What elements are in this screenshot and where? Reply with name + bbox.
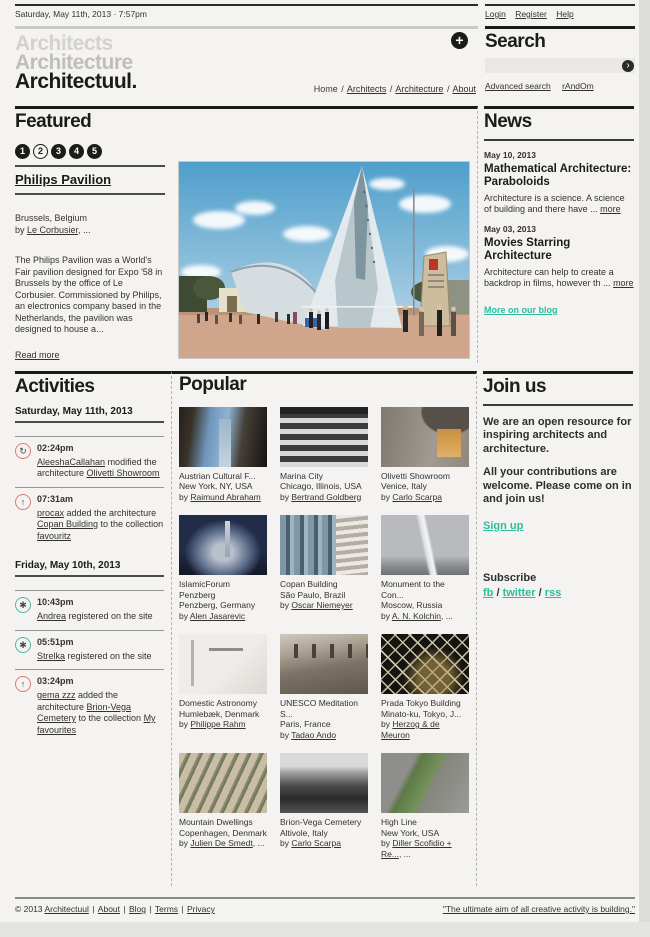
author-link[interactable]: Julien De Smedt — [190, 838, 253, 848]
auth-links — [485, 4, 635, 19]
news-headline: Movies Starring Architecture — [484, 237, 571, 262]
add-icon: ↑ — [15, 494, 31, 510]
user-link[interactable]: AleeshaCallahan — [37, 456, 106, 467]
news-item — [484, 224, 634, 289]
search-box — [485, 58, 635, 73]
popular-thumbnail[interactable] — [179, 634, 267, 694]
popular-thumbnail[interactable] — [280, 407, 368, 467]
building-title: Austrian Cultural F... — [179, 470, 256, 481]
nav-home: Home — [313, 84, 338, 94]
building-author: by Bertrand Goldberg — [280, 491, 362, 502]
popular-thumbnail[interactable] — [381, 407, 469, 467]
user-link[interactable]: Andrea — [37, 611, 67, 621]
author-link[interactable]: Oscar Niemeyer — [291, 600, 353, 610]
author-link[interactable]: Philippe Rahm — [190, 719, 246, 729]
building-title: IslamicForum Penzberg — [179, 579, 231, 600]
activity-text: procax added the architecture Copan Building to the collection favouritz — [37, 507, 164, 541]
add-content-button[interactable] — [451, 32, 468, 49]
activities-day-heading: Saturday, May 11th, 2013 — [15, 406, 164, 423]
twitter-link[interactable]: twitter — [502, 586, 536, 599]
building-location: Venice, Italy — [381, 481, 427, 491]
more-link[interactable]: more — [613, 278, 634, 288]
author-link[interactable]: Carlo Scarpa — [291, 838, 341, 848]
page-dot-3[interactable]: 3 — [51, 144, 66, 159]
date-line: Saturday, May 11th, 2013 · 7:57pm — [15, 4, 478, 19]
building-location: Minato-ku, Tokyo, J... — [381, 708, 462, 719]
author-link[interactable]: Tadao Ando — [291, 729, 337, 740]
philips-pavilion-photo — [179, 162, 469, 358]
sign-up-link[interactable]: Sign up — [483, 519, 524, 532]
search-links — [485, 81, 635, 91]
popular-thumbnail[interactable] — [179, 515, 267, 575]
join-title: Join us — [483, 375, 547, 397]
footer-privacy-link[interactable]: Privacy — [186, 904, 215, 914]
popular-thumbnail[interactable] — [280, 515, 368, 575]
activities-title: Activities — [15, 375, 95, 397]
page-dot-2-active[interactable]: 2 — [33, 144, 48, 159]
logo-line-architects: Architects — [15, 32, 113, 55]
rss-link[interactable]: rss — [544, 586, 562, 599]
featured-news-row — [15, 106, 635, 363]
register-link[interactable]: Register — [515, 9, 547, 19]
footer-terms-link[interactable]: Terms — [154, 904, 179, 914]
building-title: Domestic Astronomy — [179, 698, 257, 708]
footer-links: © 2013 Architectuul | About | Blog | Terms | Privacy — [15, 904, 215, 914]
popular-thumbnail[interactable] — [179, 753, 267, 813]
building-title: Prada Tokyo Building — [381, 698, 461, 708]
news-date: May 03, 2013 — [484, 224, 536, 234]
popular-item — [280, 407, 368, 503]
building-location: Penzberg, Germany — [179, 600, 256, 610]
featured-article-summary — [15, 139, 165, 363]
activity-text: gema zzz added the architecture Brion-Vega Cemetery to the collection My favourites — [37, 690, 156, 735]
activity-time: 05:51pm — [37, 636, 74, 647]
author-link[interactable]: Carlo Scarpa — [392, 491, 442, 502]
footer-quote — [443, 904, 635, 914]
author-link[interactable]: Le Corbusier — [27, 225, 79, 235]
author-link[interactable]: Herzog & de Meuron — [381, 719, 440, 740]
building-location: Humlebæk, Denmark — [179, 708, 260, 719]
building-author: by Herzog & de Meuron — [381, 719, 440, 740]
register-icon: ✱ — [15, 637, 31, 653]
activities-day-heading: Friday, May 10th, 2013 — [15, 560, 164, 577]
login-link[interactable]: Login — [485, 9, 506, 19]
building-title: Brion-Vega Cemetery — [280, 817, 362, 827]
popular-item — [280, 515, 368, 621]
building-title: Copan Building — [280, 579, 338, 589]
building-author: by Philippe Rahm — [179, 719, 246, 729]
building-author: by Raimund Abraham — [179, 491, 261, 502]
background-bottom-strip — [0, 922, 650, 937]
building-author: by Carlo Scarpa — [280, 838, 341, 848]
popular-item — [179, 634, 267, 740]
popular-thumbnail[interactable] — [179, 407, 267, 467]
building-title: Mountain Dwellings — [179, 817, 253, 827]
activity-entry — [15, 436, 164, 487]
building-author: by Tadao Ando — [280, 729, 337, 740]
featured-image[interactable] — [178, 161, 470, 359]
popular-grid — [179, 407, 469, 873]
top-bar — [15, 0, 635, 19]
footer-blog-link[interactable]: Blog — [128, 904, 146, 914]
popular-thumbnail[interactable] — [381, 634, 469, 694]
author-link[interactable]: Raimund Abraham — [190, 491, 261, 502]
logo-line-architecture: Architecture — [15, 51, 133, 74]
building-location: Altivole, Italy — [280, 827, 328, 838]
help-link[interactable]: Help — [556, 9, 574, 19]
news-headline: Mathematical Architecture: Paraboloids — [484, 163, 632, 188]
join-paragraph: All your contributions are welcome. Please come on in and join us! — [483, 466, 632, 505]
author-link[interactable]: A. N. Kolchin — [391, 610, 442, 621]
search-section — [485, 26, 635, 96]
blog-link[interactable]: More on our blog — [484, 305, 558, 315]
building-author: by Julien De Smedt, ... — [179, 838, 265, 848]
page-dot-4[interactable]: 4 — [69, 144, 84, 159]
logo-architectuul[interactable]: Architectuul. — [15, 70, 137, 93]
footer-quote-link[interactable]: "The ultimate aim of all creative activity is building." — [442, 904, 635, 914]
building-author: by Carlo Scarpa — [381, 491, 442, 502]
popular-item — [179, 753, 267, 859]
footer-architectuul-link[interactable]: Architectuul — [44, 904, 89, 914]
join-paragraph: We are an open resource for inspiring architects and architecture. — [483, 415, 632, 455]
author-link[interactable]: Bertrand Goldberg — [291, 491, 362, 502]
building-location: Copenhagen, Denmark — [179, 827, 267, 838]
activity-entry — [15, 590, 164, 630]
facebook-link[interactable]: fb — [483, 586, 494, 599]
building-location: Chicago, Illinois, USA — [280, 481, 362, 491]
building-location: Paris, France — [280, 719, 331, 729]
footer — [15, 897, 635, 914]
main-nav: Home / Architects / Architecture / About — [313, 84, 476, 94]
nav-architects[interactable]: Architects — [346, 84, 387, 94]
building-link[interactable]: Copan Building — [37, 519, 99, 529]
random-link[interactable]: rAndOm — [562, 81, 594, 91]
activity-time: 07:31am — [37, 493, 74, 504]
featured-pagination — [15, 141, 165, 159]
footer-about-link[interactable]: About — [97, 904, 121, 914]
author-link[interactable]: Alen Jasarevic — [189, 610, 246, 621]
read-more-link[interactable]: Read more — [15, 349, 60, 360]
subscribe-links: fb / twitter / rss — [483, 586, 562, 599]
news-item — [484, 150, 634, 215]
more-link[interactable]: more — [600, 204, 621, 214]
logo-area — [15, 26, 478, 96]
search-input[interactable] — [485, 61, 635, 76]
popular-thumbnail[interactable] — [280, 634, 368, 694]
popular-item — [381, 407, 469, 503]
nav-architecture[interactable]: Architecture — [395, 84, 444, 94]
activity-text: AleeshaCallahan modified the architecture Olivetti Showroom — [37, 456, 160, 478]
user-link[interactable]: procax — [37, 507, 65, 518]
popular-section — [172, 371, 477, 886]
divider — [15, 193, 165, 195]
search-submit-button[interactable] — [622, 60, 634, 72]
author-link[interactable]: Diller Scofidio + Re... — [381, 838, 452, 859]
building-location: São Paulo, Brazil — [280, 589, 346, 600]
building-location: Moscow, Russia — [381, 600, 443, 610]
building-title: Marina City — [280, 470, 323, 481]
page-dot-5[interactable]: 5 — [87, 144, 102, 159]
activity-entry — [15, 487, 164, 550]
activity-entry — [15, 630, 164, 670]
featured-section — [15, 106, 478, 363]
featured-title: Featured — [15, 111, 92, 132]
advanced-search-link[interactable]: Advanced search — [485, 81, 551, 91]
building-author: by Alen Jasarevic — [179, 610, 246, 621]
featured-article-link[interactable]: Philips Pavilion — [15, 172, 112, 187]
building-title: Monument to the Con... — [381, 579, 445, 600]
bottom-row — [15, 371, 635, 886]
building-location: New York, USA — [381, 827, 440, 838]
building-author: by Diller Scofidio + Re..., ... — [381, 838, 452, 859]
building-title: Olivetti Showroom — [381, 470, 450, 481]
popular-item — [280, 753, 368, 859]
activity-text: Andrea registered on the site — [37, 611, 153, 621]
popular-thumbnail[interactable] — [381, 515, 469, 575]
add-icon: ↑ — [15, 676, 31, 692]
news-date: May 10, 2013 — [484, 150, 536, 160]
divider — [483, 404, 633, 406]
building-title: High Line — [381, 817, 417, 827]
header — [15, 26, 635, 96]
news-title: News — [484, 111, 532, 132]
activity-time: 10:43pm — [37, 597, 74, 607]
building-location: New York, NY, USA — [179, 481, 253, 491]
divider — [15, 165, 165, 167]
register-icon: ✱ — [15, 597, 31, 613]
activity-entry — [15, 669, 164, 743]
nav-about[interactable]: About — [452, 84, 476, 94]
building-author: by A. N. Kolchin, ... — [381, 610, 453, 621]
user-link[interactable]: Strelka — [37, 650, 66, 661]
popular-title: Popular — [179, 373, 247, 395]
popular-item — [179, 515, 267, 621]
user-link[interactable]: gema zzz — [37, 690, 76, 700]
divider — [484, 139, 634, 141]
activity-text: Strelka registered on the site — [37, 650, 152, 661]
popular-thumbnail[interactable] — [381, 753, 469, 813]
page-dot-1[interactable]: 1 — [15, 144, 30, 159]
popular-item — [381, 634, 469, 740]
building-location: Brussels, Belgium — [15, 213, 88, 223]
popular-item — [280, 634, 368, 740]
plus-icon: + — [455, 32, 464, 48]
modify-icon: ↻ — [15, 443, 31, 459]
news-excerpt: Architecture is a science. A science of building and there have ... more — [484, 193, 625, 214]
popular-item — [381, 753, 469, 859]
featured-article-meta: Brussels, Belgium by Le Corbusier, ... — [15, 213, 91, 235]
activity-time: 02:24pm — [37, 442, 74, 453]
activity-time: 03:24pm — [37, 676, 74, 686]
collection-link[interactable]: favouritz — [37, 530, 72, 541]
building-author: by Oscar Niemeyer — [280, 600, 353, 610]
featured-article-description: The Philips Pavilion was a World's Fair pavilion designed for Expo '58 in Brussels by the office of Le Corbusier. Commissioned by Philips, an electronics company based in the Netherlands, the pavilion was designed to house a... — [15, 255, 163, 334]
news-excerpt: Architecture can help to create a backdrop in films, however th ... more — [484, 267, 634, 288]
building-link[interactable]: Olivetti Showroom — [86, 468, 160, 478]
news-section — [484, 106, 634, 363]
activities-section — [15, 371, 172, 886]
search-title: Search — [485, 31, 546, 52]
building-link[interactable]: Brion-Vega Cemetery — [37, 701, 132, 723]
popular-thumbnail[interactable] — [280, 753, 368, 813]
building-title: UNESCO Meditation S... — [280, 698, 358, 719]
arrow-right-icon: › — [626, 59, 630, 71]
subscribe-label: Subscribe — [483, 571, 537, 584]
popular-item — [179, 407, 267, 503]
background-right-strip — [639, 0, 650, 937]
collection-link[interactable]: My favourites — [37, 713, 156, 735]
join-us-section — [483, 371, 633, 886]
popular-item — [381, 515, 469, 621]
